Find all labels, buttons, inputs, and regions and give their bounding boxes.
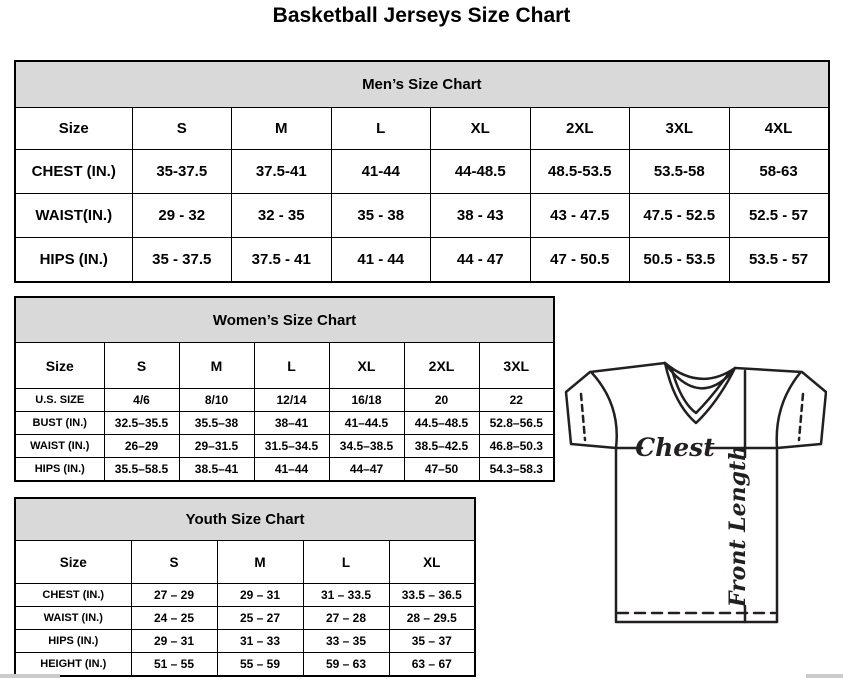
table-row <box>15 458 554 482</box>
mens-col-header: Size <box>15 108 132 150</box>
chest-label: Chest <box>635 433 715 462</box>
womens-row-label: BUST (IN.) <box>15 412 104 435</box>
youth-row-label: CHEST (IN.) <box>15 584 131 607</box>
jersey-outline <box>566 363 826 622</box>
mens-cell: 37.5-41 <box>232 150 332 194</box>
youth-col-header: Size <box>15 541 131 584</box>
womens-size-table <box>14 296 555 482</box>
womens-cell: 8/10 <box>179 389 254 412</box>
womens-cell: 38.5–42.5 <box>404 435 479 458</box>
youth-cell: 25 – 27 <box>217 607 303 630</box>
womens-col-header: M <box>179 343 254 389</box>
mens-col-header: 4XL <box>729 108 829 150</box>
youth-cell: 63 – 67 <box>389 653 475 677</box>
womens-cell: 46.8–50.3 <box>479 435 554 458</box>
jersey-armhole-right <box>777 373 800 448</box>
mens-col-header: L <box>331 108 431 150</box>
mens-cell: 41 - 44 <box>331 238 431 283</box>
womens-cell: 22 <box>479 389 554 412</box>
womens-cell: 41–44.5 <box>329 412 404 435</box>
mens-cell: 35 - 37.5 <box>132 238 232 283</box>
womens-cell: 44–47 <box>329 458 404 482</box>
mens-cell: 53.5-58 <box>630 150 730 194</box>
womens-row-label: U.S. SIZE <box>15 389 104 412</box>
youth-cell: 33 – 35 <box>303 630 389 653</box>
mens-table-title: Men’s Size Chart <box>15 61 829 108</box>
womens-header-row <box>15 343 554 389</box>
mens-cell: 50.5 - 53.5 <box>630 238 730 283</box>
table-row <box>15 389 554 412</box>
womens-cell: 16/18 <box>329 389 404 412</box>
jersey-diagram <box>555 360 827 626</box>
youth-col-header: XL <box>389 541 475 584</box>
womens-col-header: 2XL <box>404 343 479 389</box>
jersey-armhole-left <box>592 373 617 448</box>
youth-cell: 35 – 37 <box>389 630 475 653</box>
table-row <box>15 238 829 283</box>
youth-cell: 29 – 31 <box>131 630 217 653</box>
womens-cell: 12/14 <box>254 389 329 412</box>
youth-cell: 29 – 31 <box>217 584 303 607</box>
womens-cell: 52.8–56.5 <box>479 412 554 435</box>
womens-cell: 34.5–38.5 <box>329 435 404 458</box>
youth-table-title: Youth Size Chart <box>15 498 475 541</box>
mens-cell: 43 - 47.5 <box>530 194 630 238</box>
youth-cell: 31 – 33 <box>217 630 303 653</box>
youth-cell: 55 – 59 <box>217 653 303 677</box>
womens-row-label: HIPS (IN.) <box>15 458 104 482</box>
mens-col-header: 2XL <box>530 108 630 150</box>
youth-cell: 27 – 29 <box>131 584 217 607</box>
mens-cell: 29 - 32 <box>132 194 232 238</box>
page-title: Basketball Jerseys Size Chart <box>272 4 571 27</box>
table-row <box>15 150 829 194</box>
youth-col-header: L <box>303 541 389 584</box>
womens-cell: 38.5–41 <box>179 458 254 482</box>
mens-col-header: M <box>232 108 332 150</box>
jersey-vneck-outer <box>665 363 735 423</box>
sleeve-cuff-dash-right <box>799 394 803 440</box>
scrollbar-fragment-right[interactable] <box>806 674 843 678</box>
mens-col-header: 3XL <box>630 108 730 150</box>
sleeve-cuff-dash-left <box>581 394 585 440</box>
womens-col-header: L <box>254 343 329 389</box>
youth-header-row <box>15 541 475 584</box>
womens-cell: 47–50 <box>404 458 479 482</box>
mens-cell: 48.5-53.5 <box>530 150 630 194</box>
womens-cell: 35.5–38 <box>179 412 254 435</box>
table-row <box>15 653 475 677</box>
mens-cell: 35 - 38 <box>331 194 431 238</box>
mens-cell: 52.5 - 57 <box>729 194 829 238</box>
youth-cell: 51 – 55 <box>131 653 217 677</box>
mens-cell: 38 - 43 <box>431 194 531 238</box>
mens-cell: 32 - 35 <box>232 194 332 238</box>
mens-header-row <box>15 108 829 150</box>
youth-row-label: WAIST (IN.) <box>15 607 131 630</box>
youth-size-table <box>14 497 476 677</box>
mens-cell: 53.5 - 57 <box>729 238 829 283</box>
mens-size-table <box>14 60 830 283</box>
mens-row-label: HIPS (IN.) <box>15 238 132 283</box>
womens-row-label: WAIST (IN.) <box>15 435 104 458</box>
mens-row-label: WAIST(IN.) <box>15 194 132 238</box>
mens-cell: 37.5 - 41 <box>232 238 332 283</box>
womens-cell: 35.5–58.5 <box>104 458 179 482</box>
table-row <box>15 435 554 458</box>
youth-cell: 28 – 29.5 <box>389 607 475 630</box>
youth-caption-row <box>15 498 475 541</box>
mens-cell: 47 - 50.5 <box>530 238 630 283</box>
womens-cell: 4/6 <box>104 389 179 412</box>
womens-cell: 31.5–34.5 <box>254 435 329 458</box>
youth-row-label: HIPS (IN.) <box>15 630 131 653</box>
youth-col-header: S <box>131 541 217 584</box>
womens-cell: 32.5–35.5 <box>104 412 179 435</box>
mens-cell: 44 - 47 <box>431 238 531 283</box>
table-row <box>15 194 829 238</box>
front-length-label: Front Length <box>725 444 751 608</box>
table-row <box>15 607 475 630</box>
mens-cell: 58-63 <box>729 150 829 194</box>
youth-cell: 31 – 33.5 <box>303 584 389 607</box>
youth-row-label: HEIGHT (IN.) <box>15 653 131 677</box>
youth-cell: 59 – 63 <box>303 653 389 677</box>
mens-cell: 44-48.5 <box>431 150 531 194</box>
youth-cell: 24 – 25 <box>131 607 217 630</box>
table-row <box>15 630 475 653</box>
womens-col-header: Size <box>15 343 104 389</box>
mens-cell: 41-44 <box>331 150 431 194</box>
womens-cell: 20 <box>404 389 479 412</box>
womens-col-header: S <box>104 343 179 389</box>
womens-col-header: 3XL <box>479 343 554 389</box>
youth-cell: 33.5 – 36.5 <box>389 584 475 607</box>
mens-cell: 47.5 - 52.5 <box>630 194 730 238</box>
youth-cell: 27 – 28 <box>303 607 389 630</box>
womens-cell: 38–41 <box>254 412 329 435</box>
womens-cell: 29–31.5 <box>179 435 254 458</box>
womens-cell: 41–44 <box>254 458 329 482</box>
mens-row-label: CHEST (IN.) <box>15 150 132 194</box>
womens-cell: 26–29 <box>104 435 179 458</box>
scrollbar-fragment-left[interactable] <box>0 674 60 678</box>
table-row <box>15 584 475 607</box>
womens-caption-row <box>15 297 554 343</box>
womens-cell: 54.3–58.3 <box>479 458 554 482</box>
mens-caption-row <box>15 61 829 108</box>
mens-cell: 35-37.5 <box>132 150 232 194</box>
womens-cell: 44.5–48.5 <box>404 412 479 435</box>
table-row <box>15 412 554 435</box>
womens-table-title: Women’s Size Chart <box>15 297 554 343</box>
mens-col-header: S <box>132 108 232 150</box>
womens-col-header: XL <box>329 343 404 389</box>
mens-col-header: XL <box>431 108 531 150</box>
youth-col-header: M <box>217 541 303 584</box>
